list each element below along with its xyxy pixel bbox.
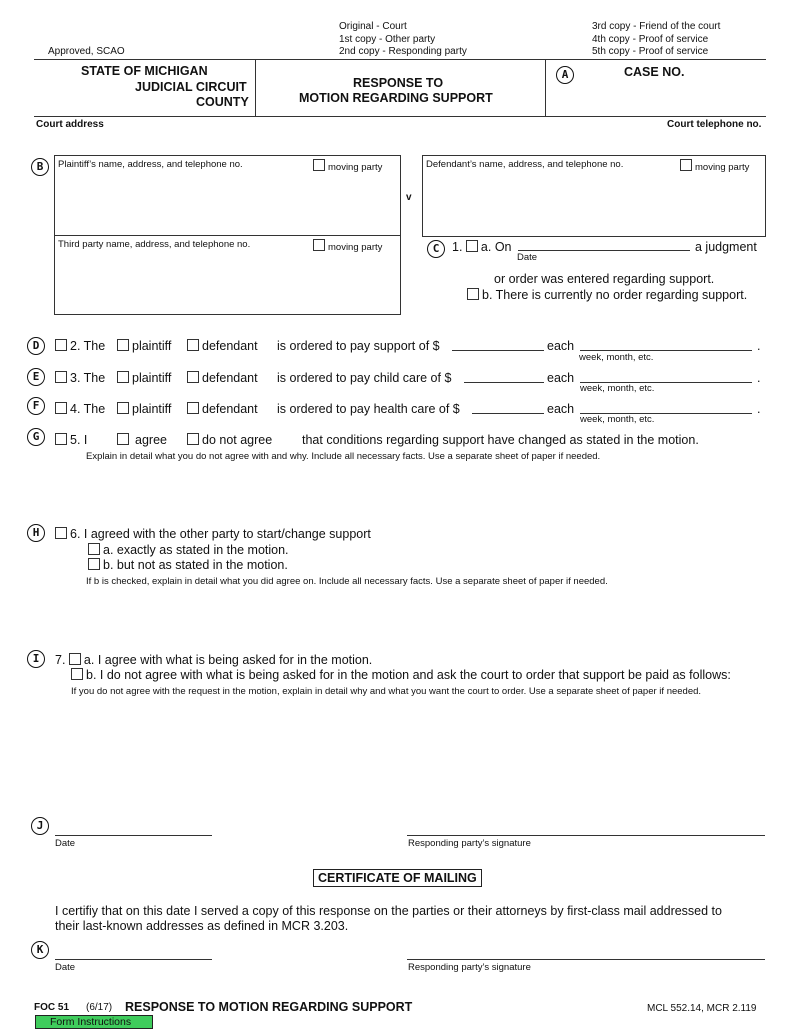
item3-amount-field[interactable] xyxy=(464,382,544,383)
item2-defendant-label: defendant xyxy=(202,339,258,353)
item3-period-caption: week, month, etc. xyxy=(580,383,655,394)
plaintiff-label: Plaintiff’s name, address, and telephone no. xyxy=(58,159,243,170)
item6a-row xyxy=(88,543,289,557)
item2-period-field[interactable] xyxy=(580,350,752,351)
item5-disagree-label: do not agree xyxy=(202,433,273,447)
item6-row xyxy=(55,527,371,541)
item2-defendant-checkbox[interactable] xyxy=(187,339,199,351)
defendant-moving-checkbox[interactable] xyxy=(680,159,692,171)
item2-dot: . xyxy=(757,339,761,353)
header-top-rule xyxy=(34,59,766,60)
third-party-box[interactable] xyxy=(54,235,401,315)
copy-distribution-left xyxy=(339,21,467,59)
item2-plaintiff-checkbox[interactable] xyxy=(117,339,129,351)
item7a-checkbox[interactable] xyxy=(69,653,81,665)
copy-fourth: 4th copy - Proof of service xyxy=(592,33,709,45)
item4-plaintiff-option xyxy=(117,402,171,416)
marker-j: J xyxy=(31,817,49,835)
item7-note: If you do not agree with the request in the motion, explain in detail why and what you want the court to order. Use a separate sheet of paper if needed. xyxy=(71,686,702,697)
certificate-title: CERTIFICATE OF MAILING xyxy=(313,869,482,887)
item3-each: each xyxy=(547,371,575,385)
marker-i: I xyxy=(27,650,45,668)
certificate-text-1: I certifiy that on this date I served a copy of this response on the parties or their attorneys by first-class mail addressed to xyxy=(55,904,722,918)
marker-k: K xyxy=(31,941,49,959)
item5-row xyxy=(55,433,87,447)
item3-plaintiff-label: plaintiff xyxy=(132,371,172,385)
copy-first: 1st copy - Other party xyxy=(339,33,436,45)
item5-text: that conditions regarding support have changed as stated in the motion. xyxy=(302,433,699,447)
copy-distribution-right xyxy=(592,21,720,59)
form-title-1: RESPONSE TO xyxy=(353,76,444,90)
item6b-checkbox[interactable] xyxy=(88,558,100,570)
footer-revision: (6/17) xyxy=(86,1002,113,1013)
marker-c: C xyxy=(427,240,445,258)
versus-label: v xyxy=(406,192,412,203)
case-no-label[interactable]: CASE NO. xyxy=(624,65,685,79)
item2-amount-field[interactable] xyxy=(452,350,544,351)
defendant-moving-party[interactable] xyxy=(680,159,749,173)
item1-date-field[interactable] xyxy=(518,250,690,251)
copy-original: Original - Court xyxy=(339,21,407,32)
item4-checkbox[interactable] xyxy=(55,402,67,414)
item5-disagree-checkbox[interactable] xyxy=(187,433,199,445)
plaintiff-box[interactable] xyxy=(54,155,401,237)
plaintiff-moving-checkbox[interactable] xyxy=(313,159,325,171)
defendant-box[interactable] xyxy=(422,155,766,237)
item2-plaintiff-label: plaintiff xyxy=(132,339,172,353)
item1b-checkbox[interactable] xyxy=(467,288,479,300)
defendant-label: Defendant’s name, address, and telephone no. xyxy=(426,159,624,170)
item3-plaintiff-option xyxy=(117,371,171,385)
date-caption-k: Date xyxy=(55,962,76,973)
third-party-label: Third party name, address, and telephone no. xyxy=(58,239,251,250)
item6-label: 6. I agreed with the other party to start/change support xyxy=(70,527,371,541)
marker-g: G xyxy=(27,428,45,446)
item7a-row xyxy=(55,653,372,667)
approved-label: Approved, SCAO xyxy=(48,46,125,57)
county-label: COUNTY xyxy=(196,95,249,109)
state-label: STATE OF MICHIGAN xyxy=(81,64,208,78)
item4-period-caption: week, month, etc. xyxy=(580,414,655,425)
item1b-label: b. There is currently no order regarding support. xyxy=(482,288,748,302)
item2-number: 2. The xyxy=(70,339,106,353)
item7-number: 7. xyxy=(55,653,66,667)
item3-number: 3. The xyxy=(70,371,106,385)
item1-judgment: a judgment xyxy=(695,240,757,254)
copy-fifth: 5th copy - Proof of service xyxy=(592,46,709,57)
marker-d: D xyxy=(27,337,45,355)
court-phone-label: Court telephone no. xyxy=(667,119,762,130)
item4-defendant-checkbox[interactable] xyxy=(187,402,199,414)
third-party-moving-party[interactable] xyxy=(313,239,382,253)
item6b-label: b. but not as stated in the motion. xyxy=(103,558,288,572)
item2-checkbox[interactable] xyxy=(55,339,67,351)
item3-row xyxy=(55,371,105,385)
header-divider-1 xyxy=(255,60,256,116)
certificate-text-2: their last-known addresses as defined in MCR 3.203. xyxy=(55,919,349,933)
form-instructions-button[interactable]: Form Instructions xyxy=(35,1015,153,1029)
signature-caption-j: Responding party’s signature xyxy=(408,838,531,849)
item5-number: 5. I xyxy=(70,433,88,447)
item6a-label: a. exactly as stated in the motion. xyxy=(103,543,289,557)
item1-row-a xyxy=(452,240,512,254)
marker-b: B xyxy=(31,158,49,176)
item1-number: 1. xyxy=(452,240,463,254)
footer-form-number: FOC 51 xyxy=(34,1002,70,1013)
item3-defendant-option xyxy=(187,371,258,385)
item3-defendant-label: defendant xyxy=(202,371,258,385)
item5-checkbox[interactable] xyxy=(55,433,67,445)
signature-caption-k: Responding party’s signature xyxy=(408,962,531,973)
date-field-j[interactable] xyxy=(55,835,212,836)
third-party-moving-checkbox[interactable] xyxy=(313,239,325,251)
item2-defendant-option xyxy=(187,339,258,353)
item6b-row xyxy=(88,558,288,572)
marker-e: E xyxy=(27,368,45,386)
item5-agree-option xyxy=(117,433,167,447)
item6a-checkbox[interactable] xyxy=(88,543,100,555)
item4-dot: . xyxy=(757,402,761,416)
item6-checkbox[interactable] xyxy=(55,527,67,539)
footer-title: RESPONSE TO MOTION REGARDING SUPPORT xyxy=(125,1000,413,1014)
copy-second: 2nd copy - Responding party xyxy=(339,46,467,57)
item5-disagree-option xyxy=(187,433,272,447)
item4-each: each xyxy=(547,402,575,416)
header-bottom-rule xyxy=(34,116,766,117)
item4-text: is ordered to pay health care of $ xyxy=(277,402,460,416)
item3-defendant-checkbox[interactable] xyxy=(187,371,199,383)
item7b-label: b. I do not agree with what is being asked for in the motion and ask the court to order that support be paid as follows: xyxy=(86,668,731,682)
item4-number: 4. The xyxy=(70,402,106,416)
item3-text: is ordered to pay child care of $ xyxy=(277,371,452,385)
item1a-checkbox[interactable] xyxy=(466,240,478,252)
item2-each: each xyxy=(547,339,575,353)
signature-field-j[interactable] xyxy=(407,835,765,836)
item4-row xyxy=(55,402,105,416)
date-caption-j: Date xyxy=(55,838,76,849)
item5-agree-checkbox[interactable] xyxy=(117,433,129,445)
item1-row-b xyxy=(467,288,747,302)
circuit-label: JUDICIAL CIRCUIT xyxy=(135,80,247,94)
item6-note: If b is checked, explain in detail what you did agree on. Include all necessary facts. Use a separate sheet of paper if needed. xyxy=(86,576,608,587)
item7a-label: a. I agree with what is being asked for in the motion. xyxy=(83,653,373,667)
item2-plaintiff-option xyxy=(117,339,171,353)
plaintiff-moving-party[interactable] xyxy=(313,159,382,173)
defendant-moving-label: moving party xyxy=(695,162,750,173)
item5-agree-label: agree xyxy=(135,433,167,447)
item4-plaintiff-label: plaintiff xyxy=(132,402,172,416)
item7b-checkbox[interactable] xyxy=(71,668,83,680)
item1a-label: a. On xyxy=(480,240,512,254)
form-title-2: MOTION REGARDING SUPPORT xyxy=(299,91,493,105)
item7b-row xyxy=(71,668,731,682)
signature-field-k[interactable] xyxy=(407,959,765,960)
item2-text: is ordered to pay support of $ xyxy=(277,339,440,353)
marker-f: F xyxy=(27,397,45,415)
plaintiff-moving-label: moving party xyxy=(328,162,383,173)
item3-checkbox[interactable] xyxy=(55,371,67,383)
item4-defendant-label: defendant xyxy=(202,402,258,416)
footer-legal-reference: MCL 552.14, MCR 2.119 xyxy=(647,1003,757,1014)
court-address-label: Court address xyxy=(36,119,104,130)
item1-date-caption: Date xyxy=(517,252,538,263)
marker-h: H xyxy=(27,524,45,542)
item4-defendant-option xyxy=(187,402,258,416)
item5-note: Explain in detail what you do not agree with and why. Include all necessary facts. Use a separate sheet of paper if needed. xyxy=(86,451,601,462)
item4-plaintiff-checkbox[interactable] xyxy=(117,402,129,414)
item1-line2: or order was entered regarding support. xyxy=(494,272,715,286)
date-field-k[interactable] xyxy=(55,959,212,960)
copy-third: 3rd copy - Friend of the court xyxy=(592,21,721,32)
item2-period-caption: week, month, etc. xyxy=(579,352,654,363)
marker-a: A xyxy=(556,66,574,84)
third-party-moving-label: moving party xyxy=(328,242,383,253)
item2-row xyxy=(55,339,105,353)
item3-plaintiff-checkbox[interactable] xyxy=(117,371,129,383)
header-divider-2 xyxy=(545,60,546,116)
item4-amount-field[interactable] xyxy=(472,413,544,414)
item3-dot: . xyxy=(757,371,761,385)
